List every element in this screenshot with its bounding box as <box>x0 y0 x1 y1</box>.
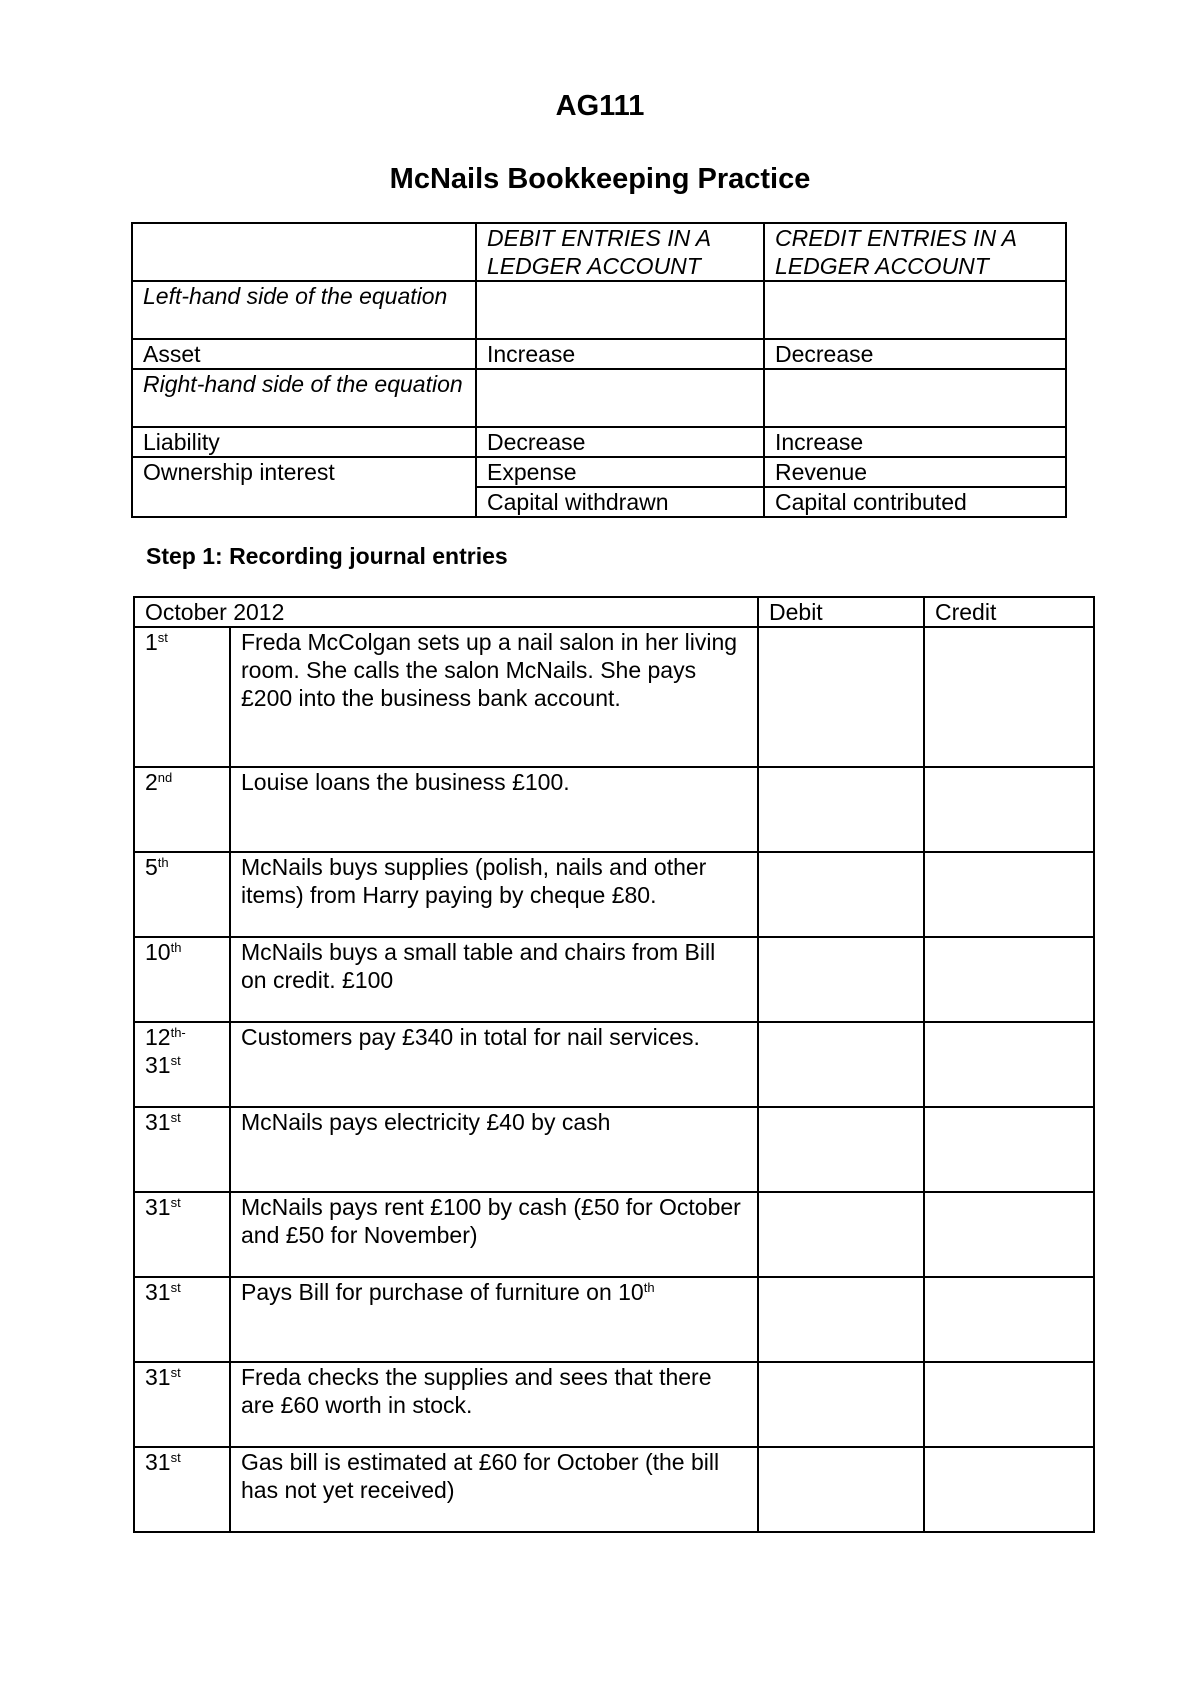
journal-debit-cell[interactable] <box>758 1192 924 1277</box>
journal-description-text: Customers pay £340 in total for nail services. <box>241 1024 700 1050</box>
journal-date-day: 10 <box>145 939 171 965</box>
journal-date-day: 31 <box>145 1194 171 1220</box>
journal-date-suffix: th- <box>170 1025 186 1040</box>
ledger-row-label: Asset <box>132 339 476 369</box>
ledger-row-label: Ownership interest <box>132 457 476 517</box>
ledger-rules-table <box>131 222 1067 518</box>
journal-date-suffix: st <box>170 1450 181 1465</box>
journal-credit-cell[interactable] <box>924 937 1094 1022</box>
journal-description-text: McNails pays rent £100 by cash (£50 for October and £50 for November) <box>241 1194 741 1248</box>
ledger-row <box>132 281 1066 339</box>
journal-date <box>134 1022 230 1107</box>
ledger-row-label: Right-hand side of the equation <box>132 369 476 427</box>
journal-debit-cell[interactable] <box>758 1107 924 1192</box>
document-title: McNails Bookkeeping Practice <box>389 163 811 195</box>
ledger-row-credit: Decrease <box>764 339 1066 369</box>
ledger-row-credit: Increase <box>764 427 1066 457</box>
journal-header-period: October 2012 <box>134 597 758 627</box>
journal-date-day: 31 <box>145 1364 171 1390</box>
ledger-row-debit: Increase <box>476 339 764 369</box>
journal-date-suffix-end: st <box>170 1053 181 1068</box>
journal-date-suffix: st <box>157 630 168 645</box>
journal-description <box>230 1362 758 1447</box>
journal-date-suffix: st <box>170 1195 181 1210</box>
journal-header-debit: Debit <box>758 597 924 627</box>
journal-debit-cell[interactable] <box>758 627 924 767</box>
ledger-row-credit: Revenue <box>764 457 1066 487</box>
journal-description-text: Freda checks the supplies and sees that there are £60 worth in stock. <box>241 1364 712 1418</box>
journal-credit-cell[interactable] <box>924 767 1094 852</box>
journal-debit-cell[interactable] <box>758 1362 924 1447</box>
journal-description-text: Gas bill is estimated at £60 for October (the bill has not yet received) <box>241 1449 720 1503</box>
ledger-row <box>132 369 1066 427</box>
journal-row <box>134 1022 1094 1107</box>
ledger-row <box>132 339 1066 369</box>
ledger-header-row <box>132 223 1066 281</box>
journal-description <box>230 627 758 767</box>
journal-date <box>134 1362 230 1447</box>
journal-row <box>134 1192 1094 1277</box>
ledger-row-debit: Capital withdrawn <box>476 487 764 517</box>
journal-credit-cell[interactable] <box>924 1192 1094 1277</box>
journal-debit-cell[interactable] <box>758 1277 924 1362</box>
journal-description-text: Freda McColgan sets up a nail salon in her living room. She calls the salon McNails. She pays £200 into the business bank account. <box>241 629 738 711</box>
journal-credit-cell[interactable] <box>924 1362 1094 1447</box>
journal-debit-cell[interactable] <box>758 1447 924 1532</box>
journal-date <box>134 1447 230 1532</box>
journal-description <box>230 767 758 852</box>
journal-credit-cell[interactable] <box>924 1022 1094 1107</box>
journal-date-day: 5 <box>145 854 158 880</box>
journal-date <box>134 1192 230 1277</box>
journal-date-suffix: th <box>157 855 169 870</box>
ledger-row-credit: Capital contributed <box>764 487 1066 517</box>
journal-description <box>230 937 758 1022</box>
journal-row <box>134 767 1094 852</box>
journal-description-text: McNails buys supplies (polish, nails and other items) from Harry paying by cheque £80. <box>241 854 707 908</box>
journal-date-day: 31 <box>145 1279 171 1305</box>
step1-heading: Step 1: Recording journal entries <box>146 543 508 569</box>
ledger-row-credit <box>764 281 1066 339</box>
journal-date-day: 12 <box>145 1024 171 1050</box>
journal-row <box>134 627 1094 767</box>
journal-date <box>134 937 230 1022</box>
document-code: AG111 <box>555 90 645 122</box>
ledger-row-debit: Decrease <box>476 427 764 457</box>
journal-debit-cell[interactable] <box>758 767 924 852</box>
journal-debit-cell[interactable] <box>758 937 924 1022</box>
journal-description-text: Pays Bill for purchase of furniture on 10 <box>241 1279 644 1305</box>
ledger-header-credit: CREDIT ENTRIES IN A LEDGER ACCOUNT <box>764 223 1066 281</box>
journal-date-day: 31 <box>145 1109 171 1135</box>
journal-date <box>134 852 230 937</box>
journal-row <box>134 852 1094 937</box>
ledger-header-debit: DEBIT ENTRIES IN A LEDGER ACCOUNT <box>476 223 764 281</box>
journal-header-credit: Credit <box>924 597 1094 627</box>
journal-description <box>230 1277 758 1362</box>
journal-credit-cell[interactable] <box>924 1107 1094 1192</box>
journal-description <box>230 1022 758 1107</box>
journal-description <box>230 1447 758 1532</box>
journal-debit-cell[interactable] <box>758 1022 924 1107</box>
ledger-row <box>132 457 1066 487</box>
journal-description-text: McNails buys a small table and chairs from Bill on credit. £100 <box>241 939 716 993</box>
ledger-row-debit <box>476 369 764 427</box>
journal-description-text: Louise loans the business £100. <box>241 769 570 795</box>
journal-date-day: 1 <box>145 629 158 655</box>
journal-credit-cell[interactable] <box>924 1447 1094 1532</box>
ledger-row-label: Liability <box>132 427 476 457</box>
ledger-row-debit: Expense <box>476 457 764 487</box>
journal-description <box>230 1192 758 1277</box>
journal-description-suffix: th <box>643 1280 655 1295</box>
journal-row <box>134 1277 1094 1362</box>
journal-date-day-end: 31 <box>145 1052 171 1078</box>
journal-date-suffix: nd <box>157 770 173 785</box>
journal-row <box>134 1107 1094 1192</box>
journal-description <box>230 852 758 937</box>
journal-date <box>134 627 230 767</box>
journal-date-suffix: st <box>170 1110 181 1125</box>
journal-row <box>134 1362 1094 1447</box>
journal-row <box>134 1447 1094 1532</box>
journal-header-row <box>134 597 1094 627</box>
journal-entries-table <box>133 596 1095 1533</box>
journal-credit-cell[interactable] <box>924 1277 1094 1362</box>
ledger-row-credit <box>764 369 1066 427</box>
journal-description <box>230 1107 758 1192</box>
ledger-row <box>132 427 1066 457</box>
journal-date <box>134 767 230 852</box>
journal-date <box>134 1107 230 1192</box>
journal-row <box>134 937 1094 1022</box>
journal-date-day: 2 <box>145 769 158 795</box>
ledger-row-debit <box>476 281 764 339</box>
journal-date-suffix: th <box>170 940 182 955</box>
ledger-header-blank <box>132 223 476 281</box>
journal-date-suffix: st <box>170 1280 181 1295</box>
journal-credit-cell[interactable] <box>924 852 1094 937</box>
ledger-row-label: Left-hand side of the equation <box>132 281 476 339</box>
journal-debit-cell[interactable] <box>758 852 924 937</box>
journal-description-text: McNails pays electricity £40 by cash <box>241 1109 611 1135</box>
journal-date <box>134 1277 230 1362</box>
journal-date-suffix: st <box>170 1365 181 1380</box>
journal-date-day: 31 <box>145 1449 171 1475</box>
journal-credit-cell[interactable] <box>924 627 1094 767</box>
